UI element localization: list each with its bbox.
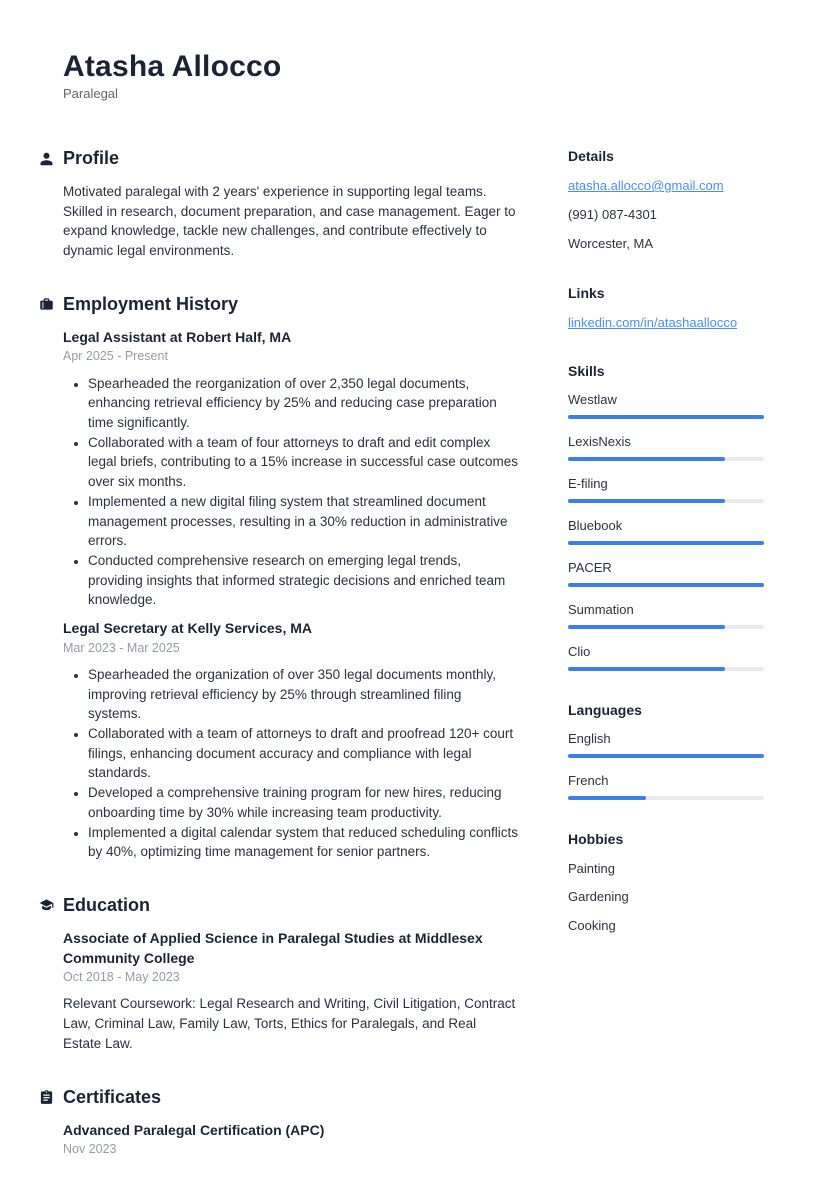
hobby-list xyxy=(568,860,764,935)
job-bullet: • Collaborated with a team of four attorneys to draft and edit complex legal briefs, contributing to a 15% increase in successful case outcomes over six months. xyxy=(88,433,518,492)
job-bullet: • Spearheaded the reorganization of over 2,350 legal documents, enhancing retrieval efficiency by 25% and reducing case preparation time significantly. xyxy=(88,374,518,433)
briefcase-icon xyxy=(39,297,54,312)
link-list xyxy=(568,314,764,332)
links-heading: Links xyxy=(568,284,605,301)
details-group xyxy=(568,148,764,254)
detail-email xyxy=(568,177,764,195)
job-list xyxy=(63,328,518,862)
language-list xyxy=(568,731,764,800)
skill-bar-track xyxy=(568,583,764,587)
languages-heading: Languages xyxy=(568,701,642,718)
profile-section xyxy=(63,148,518,261)
skill-item xyxy=(568,602,764,629)
certificate-entry xyxy=(63,1121,518,1158)
skill-bar-fill xyxy=(568,499,725,503)
skill-name: Summation xyxy=(568,601,634,617)
skill-bar-track xyxy=(568,415,764,419)
certificates-heading xyxy=(63,1087,518,1108)
hobbies-group xyxy=(568,831,764,935)
links-group xyxy=(568,285,764,332)
language-bar-track xyxy=(568,754,764,758)
education-entry xyxy=(63,929,518,1054)
skill-bar-fill xyxy=(568,625,725,629)
detail-location: Worcester, MA xyxy=(568,236,654,252)
skill-bar-track xyxy=(568,625,764,629)
job-date: Mar 2023 - Mar 2025 xyxy=(63,640,180,655)
hobby-item: Cooking xyxy=(568,917,616,933)
sidebar-column xyxy=(568,148,764,1190)
skill-bar-track xyxy=(568,499,764,503)
skill-name: LexisNexis xyxy=(568,433,631,449)
detail-phone: (991) 087-4301 xyxy=(568,207,657,223)
profile-text: Motivated paralegal with 2 years' experience in supporting legal teams. Skilled in research, document preparation, and case management. Eager to expand knowledge, tackle new challenges, and contribute effectively to dynamic legal environments. xyxy=(63,184,516,259)
job-bullet: • Developed a comprehensive training program for new hires, reducing onboarding time by 30% while increasing team productivity. xyxy=(88,783,518,822)
certificate-title: Advanced Paralegal Certification (APC) xyxy=(63,1121,325,1138)
skill-bar-track xyxy=(568,667,764,671)
certificate-date: Nov 2023 xyxy=(63,1142,117,1157)
job-role-subtitle: Paralegal xyxy=(63,86,118,101)
job-bullets xyxy=(63,374,518,610)
skill-item xyxy=(568,644,764,671)
skill-bar-fill xyxy=(568,667,725,671)
job-entry xyxy=(63,619,518,862)
job-bullets xyxy=(63,665,518,862)
skill-item xyxy=(568,518,764,545)
hobby-item: Gardening xyxy=(568,889,629,905)
education-heading-label: Education xyxy=(63,894,151,915)
email-link[interactable]: atasha.allocco@gmail.com xyxy=(568,178,724,193)
education-title: Associate of Applied Science in Paralegal Studies at Middlesex Community College xyxy=(63,929,483,966)
skill-bar-track xyxy=(568,541,764,545)
linkedin-link[interactable]: linkedin.com/in/atashaallocco xyxy=(568,314,738,330)
hobby-item: Painting xyxy=(568,860,615,876)
employment-heading xyxy=(63,294,518,315)
education-list xyxy=(63,929,518,1054)
language-bar-fill xyxy=(568,796,646,800)
language-name: English xyxy=(568,730,611,746)
skill-bar-track xyxy=(568,457,764,461)
skill-bar-fill xyxy=(568,457,725,461)
skill-name: Westlaw xyxy=(568,391,617,407)
certificates-heading-label: Certificates xyxy=(63,1086,162,1107)
job-title: Legal Assistant at Robert Half, MA xyxy=(63,328,292,345)
skills-group xyxy=(568,363,764,671)
job-bullet: • Spearheaded the organization of over 350 legal documents monthly, improving retrieval efficiency by 25% through streamlined filing systems. xyxy=(88,665,518,724)
job-entry xyxy=(63,328,518,610)
job-title: Legal Secretary at Kelly Services, MA xyxy=(63,620,313,637)
language-bar-track xyxy=(568,796,764,800)
job-date: Apr 2025 - Present xyxy=(63,349,168,364)
skill-bar-fill xyxy=(568,541,764,545)
graduation-cap-icon xyxy=(39,898,54,913)
details-heading: Details xyxy=(568,148,614,164)
skill-bar-fill xyxy=(568,415,764,419)
job-bullet: • Implemented a new digital filing system that streamlined document management processes, resulting in a 30% reduction in administrative errors. xyxy=(88,492,518,551)
language-bar-fill xyxy=(568,754,764,758)
language-item xyxy=(568,731,764,758)
education-heading xyxy=(63,895,518,916)
certificates-section xyxy=(63,1087,518,1158)
skill-name: E-filing xyxy=(568,475,608,491)
skills-heading: Skills xyxy=(568,362,605,379)
languages-group xyxy=(568,702,764,800)
person-icon xyxy=(39,151,54,166)
job-bullet: • Implemented a digital calendar system that reduced scheduling conflicts by 40%, optimizing time management for senior partners. xyxy=(88,823,518,862)
employment-heading-label: Employment History xyxy=(63,293,239,314)
skill-item xyxy=(568,560,764,587)
profile-heading xyxy=(63,148,518,169)
page-title: Atasha Allocco xyxy=(63,50,282,83)
skill-name: PACER xyxy=(568,559,612,575)
job-bullet: • Collaborated with a team of attorneys to draft and proofread 120+ court filings, enhancing document accuracy and compliance with legal standards. xyxy=(88,724,518,783)
language-name: French xyxy=(568,772,609,788)
education-section xyxy=(63,895,518,1054)
certificate-list xyxy=(63,1121,518,1158)
employment-section xyxy=(63,294,518,862)
skill-item xyxy=(568,392,764,419)
skill-name: Bluebook xyxy=(568,517,623,533)
skill-name: Clio xyxy=(568,643,591,659)
clipboard-icon xyxy=(39,1090,54,1105)
main-column xyxy=(63,148,518,1190)
skill-item xyxy=(568,434,764,461)
job-bullet: • Conducted comprehensive research on emerging legal trends, providing insights that informed strategic decisions and enriched team knowledge. xyxy=(88,551,518,610)
hobbies-heading: Hobbies xyxy=(568,830,624,847)
skill-item xyxy=(568,476,764,503)
link-item xyxy=(568,314,764,332)
resume-header xyxy=(63,50,763,101)
education-date: Oct 2018 - May 2023 xyxy=(63,970,180,985)
language-item xyxy=(568,773,764,800)
profile-heading-label: Profile xyxy=(63,148,120,168)
education-description: Relevant Coursework: Legal Research and Writing, Civil Litigation, Contract Law, Criminal Law, Family Law, Torts, Ethics for Paralegals, and Real Estate Law. xyxy=(63,996,516,1051)
skill-list xyxy=(568,392,764,671)
resume-columns xyxy=(63,148,763,1190)
skill-bar-fill xyxy=(568,583,764,587)
